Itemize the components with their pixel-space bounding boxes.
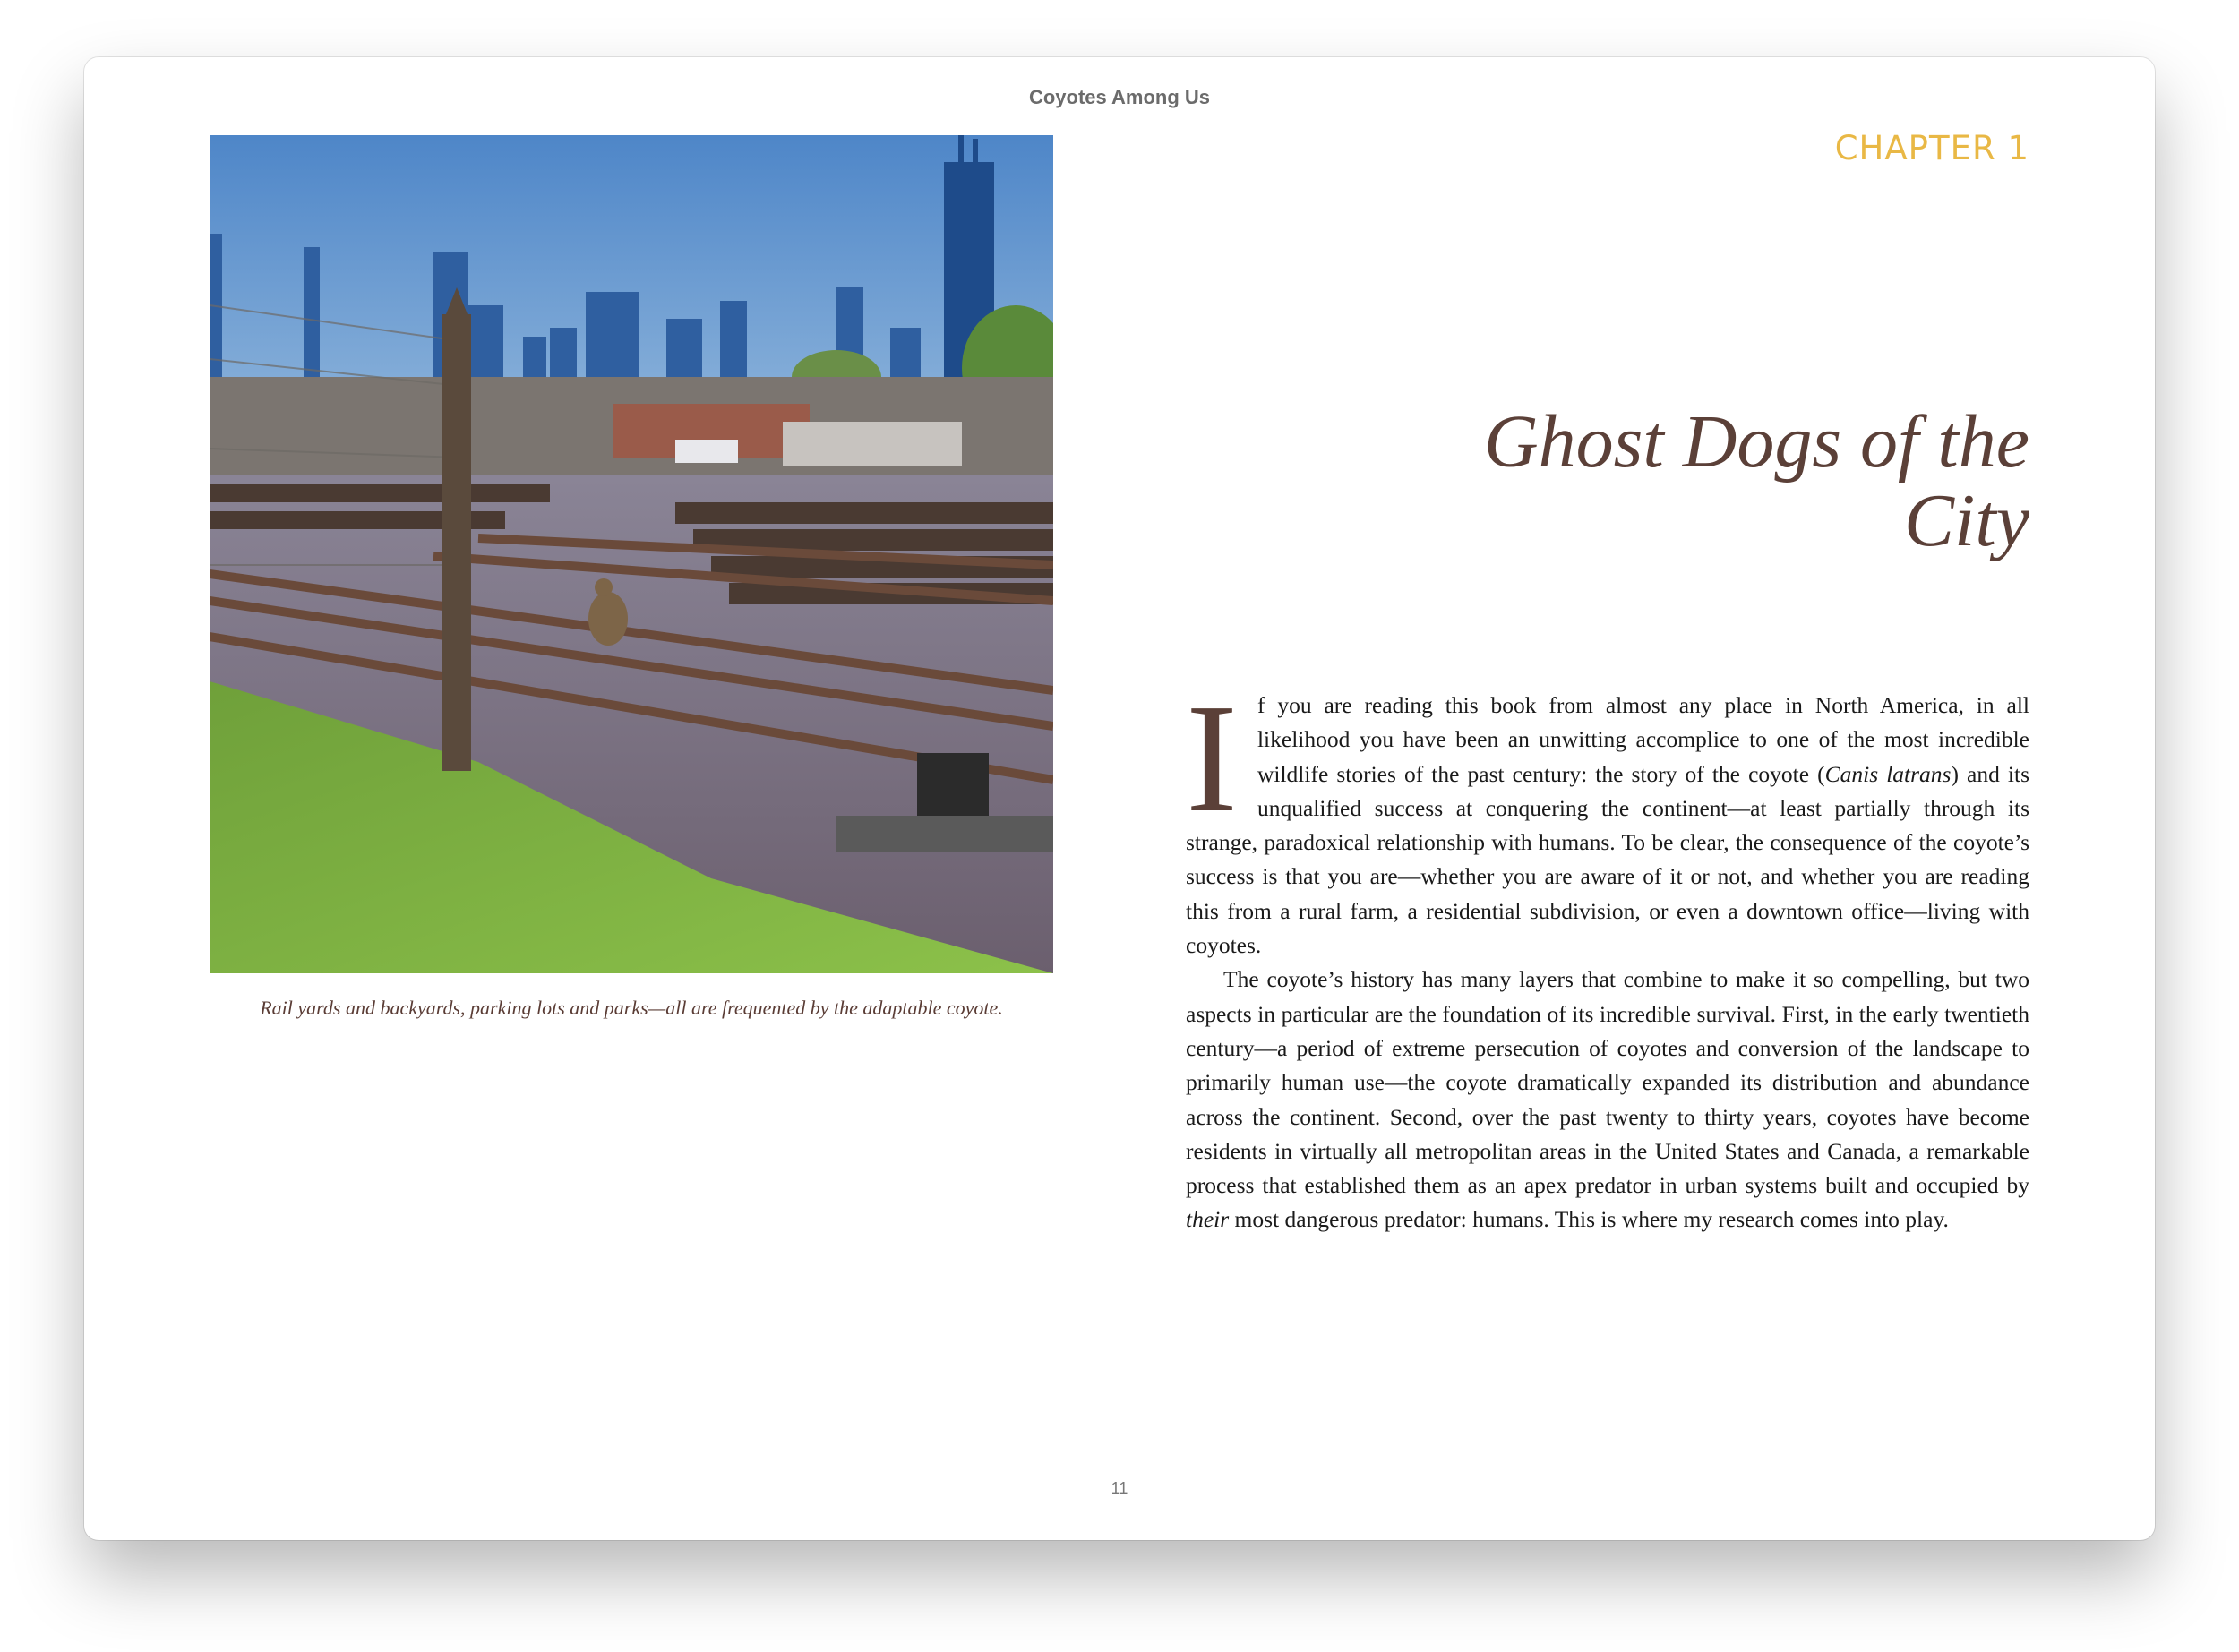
chapter-title: Ghost Dogs of the City [1484, 400, 2029, 562]
photo-caption: Rail yards and backyards, parking lots and parks—all are frequented by the adaptable coyote. [260, 997, 1003, 1019]
chapter-body [1186, 672, 2030, 1237]
emphasis-their: their [1186, 1206, 1230, 1233]
paragraph-1 [1186, 672, 2030, 963]
paragraph-1-text-b: ) and its unqualified success at conquering the continent—at least partially through its strange, paradoxical relationship with humans. To be clear, the consequence of the coyote’s success is that you are—whether you are aware of it or not, and whether you are reading this from a rural farm, a residential subdivision, or even a downtown office—living with coyotes. [1186, 760, 2030, 959]
reader-window [84, 57, 2155, 1540]
species-name: Canis latrans [1824, 760, 1952, 787]
page-number: 11 [1111, 1479, 1128, 1497]
chapter-label: CHAPTER 1 [1834, 129, 2029, 167]
chapter-photo [210, 135, 1053, 973]
book-title: Coyotes Among Us [1028, 86, 1211, 108]
paragraph-1-text-a: f you are reading this book from almost any place in North America, in all likelihood you have been an unwitting accomplice to one of the most incredible wildlife stories of the past century: the story of the coyote ( [1257, 692, 2029, 787]
paragraph-2 [1186, 963, 2029, 1237]
paragraph-2-text-b: most dangerous predator: humans. This is where my research comes into play. [1229, 1206, 1949, 1233]
paragraph-2-text-a: The coyote’s history has many layers that combine to make it so compelling, but two aspects in particular are the foundation of its incredible survival. First, in the early twentieth century—a period of extreme persecution of coyotes and conversion of the landscape to primarily human use—the coyote dramatically expanded its distribution and abundance across the continent. Second, over the past twenty to thirty years, coyotes have become residents in virtually all metropolitan areas in the United States and Canada, a remarkable process that established them as an apex predator in urban systems built and occupied by [1186, 966, 2029, 1199]
drop-cap: I [1186, 672, 1238, 844]
